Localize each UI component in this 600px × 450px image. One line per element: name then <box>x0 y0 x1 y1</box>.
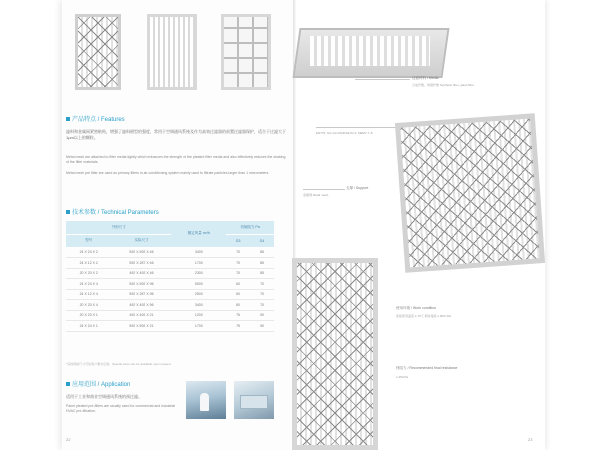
spec-table-body <box>66 247 274 331</box>
table-row: 24 X 12 X 2 592 X 287 X 46 1700 70 85 <box>66 258 274 269</box>
header-g4: G4 <box>250 234 274 247</box>
bullet-icon <box>66 210 70 214</box>
efficiency-detail: EN779: G3~G4 ASHRAE 52.2: MERV 7~8 <box>316 131 373 135</box>
filter-photo-grid <box>221 14 271 90</box>
table-row: 24 X 12 X 4 592 X 287 X 96 2500 60 70 <box>66 289 274 300</box>
resistance-label: 终阻力 / Recommended final resistance <box>396 366 458 370</box>
header-g3: G3 <box>226 234 250 247</box>
page-number-left: 22 <box>66 437 71 442</box>
application-heading: 应用范围 / Application <box>66 379 130 388</box>
table-row: 20 X 20 X 2 492 X 492 X 46 2300 70 85 <box>66 268 274 279</box>
spec-table <box>66 221 274 332</box>
filter-photo-plain <box>147 14 197 90</box>
application-photo-facility <box>234 381 274 419</box>
header-actual: 实际尺寸 <box>111 234 171 247</box>
header-flow: 额定风量 m³/h <box>171 221 226 247</box>
media-detail: 合成纤维，玻璃纤维 Synthetic fiber, glass fiber <box>412 83 475 87</box>
table-note: *其他规格尺寸可依客户要求定制。Special sizes can be available upon request. <box>66 362 172 366</box>
application-text-en: Panel pleated pre-filters are usually used for commercial and industrial HVAC pre-filtration. <box>66 404 176 413</box>
table-row: 24 X 24 X 2 592 X 592 X 46 3400 70 85 <box>66 247 274 258</box>
filter-photo-pleated <box>75 14 121 90</box>
table-row: 20 X 20 X 1 492 X 492 X 21 1200 75 90 <box>66 310 274 321</box>
features-text-cn: 滤料和金属网紧密粘贴，增强了滤料褶型的强度，常用于空调通风系统及作为高效过滤器的前置过滤器保护，适合于过滤大于1μm以上的颗粒。 <box>66 129 286 140</box>
bullet-icon <box>66 382 70 386</box>
application-text-cn: 适用于工业和商业空调通风系统的预过滤。 <box>66 394 142 399</box>
table-row: 20 X 20 X 4 492 X 492 X 96 3400 60 70 <box>66 300 274 311</box>
support-label: 支撑 / Support <box>346 186 369 190</box>
support-detail: 金属网 Metal mesh <box>303 193 329 197</box>
bullet-icon <box>66 117 70 121</box>
resistance-detail: ≤ 250 Pa <box>396 375 408 379</box>
work-detail: 连续使用温度 ≤ 70℃ 相对湿度 ≤ 90% RH <box>396 314 451 318</box>
features-heading: 产品特点 / Features <box>66 114 125 123</box>
filter-photo-box-top <box>296 28 446 78</box>
features-text-en-2: Metal mesh pre filter are used as primary filters in air-conditioning system mainly used to filtrate particles larger than 1 micrometers. <box>66 171 270 175</box>
page-number-right: 23 <box>528 437 533 442</box>
features-text-en-1: Metal mesh are attached to filter media tightly which enhances the strength of the pleated filter media and also effectively reduces the shaking of the filter materials. <box>66 155 286 164</box>
work-label: 使用环境 / Work condition <box>396 306 437 310</box>
header-resistance: 初始阻力 Pa <box>226 221 274 234</box>
table-row: 24 X 24 X 4 592 X 592 X 96 5000 60 70 <box>66 279 274 290</box>
table-row: 24 X 24 X 1 592 X 592 X 21 1700 75 90 <box>66 321 274 332</box>
filter-photo-mesh-angled <box>395 113 545 272</box>
header-nominal: 型号 <box>66 234 111 247</box>
application-photo-cleanroom <box>186 381 226 419</box>
filter-photo-mesh-tall <box>292 258 378 450</box>
header-size: 外形尺寸 <box>66 221 171 234</box>
tech-heading: 技术参数 / Technical Parameters <box>66 207 159 216</box>
media-label: 过滤材料 / Media <box>412 76 439 80</box>
